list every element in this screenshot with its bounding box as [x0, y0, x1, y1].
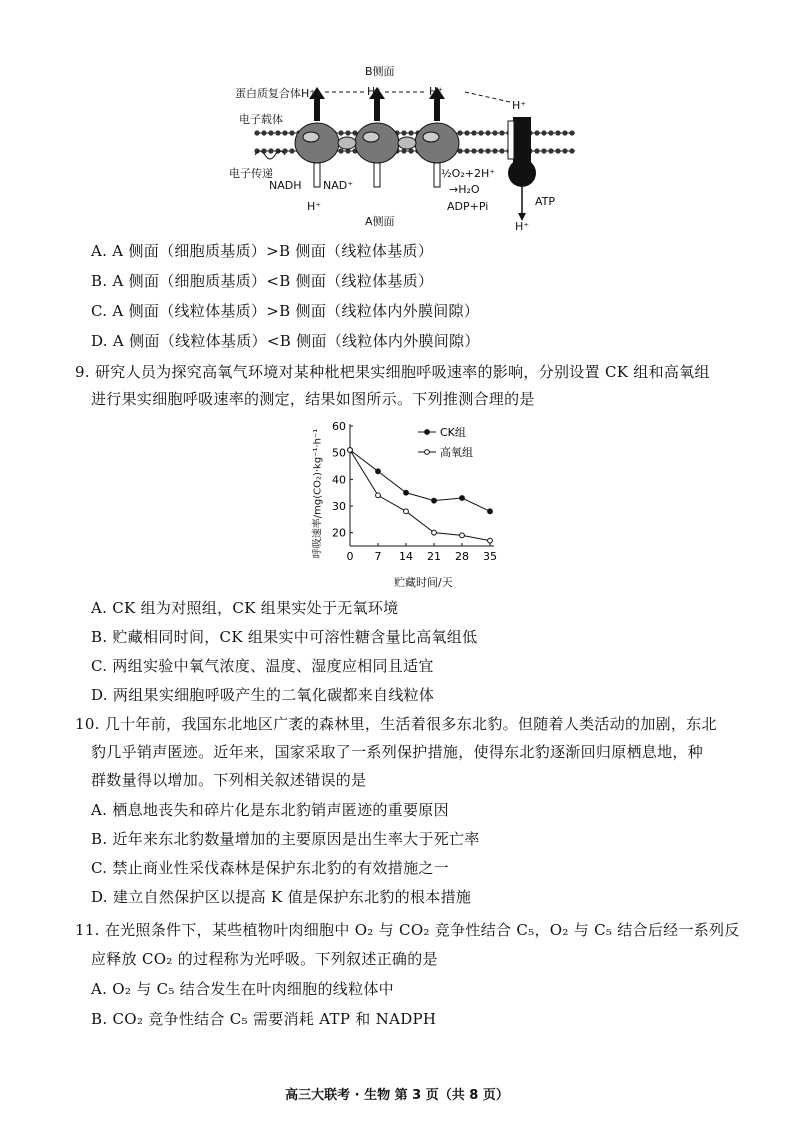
lipid-head	[478, 148, 483, 153]
y-tick-label: 50	[332, 446, 346, 460]
x-tick-label: 7	[374, 550, 382, 563]
q10-option-c: C. 禁止商业性采伐森林是保护东北豹的有效措施之一	[91, 859, 449, 877]
data-point	[404, 490, 409, 495]
lipid-head	[499, 130, 504, 135]
adp-pi-label: ADP+Pi	[447, 200, 489, 213]
lipid-head	[541, 148, 546, 153]
lipid-head	[555, 130, 560, 135]
lipid-head	[464, 130, 469, 135]
nad-label: NAD⁺	[323, 179, 354, 192]
data-point	[348, 448, 353, 453]
data-point	[432, 498, 437, 503]
data-point	[376, 469, 381, 474]
lipid-head	[534, 148, 539, 153]
lipid-head	[345, 130, 350, 135]
lipid-head	[569, 130, 574, 135]
q9-stem: 进行果实细胞呼吸速率的测定，结果如图所示。下列推测合理的是	[91, 390, 535, 408]
lipid-head	[401, 130, 406, 135]
q10-option-b: B. 近年来东北豹数量增加的主要原因是出生率大于死亡率	[91, 830, 480, 848]
q9-option-a: A. CK 组为对照组，CK 组果实处于无氧环境	[91, 599, 399, 617]
lipid-head	[338, 130, 343, 135]
q11-option-b: B. CO₂ 竞争性结合 C₅ 需要消耗 ATP 和 NADPH	[91, 1010, 437, 1028]
data-point	[404, 509, 409, 514]
data-point	[460, 533, 465, 538]
lipid-head	[492, 130, 497, 135]
lipid-head	[541, 130, 546, 135]
electron-transfer-label: 电子传递	[229, 167, 273, 180]
h-ion-label: H⁺	[307, 200, 322, 213]
lipid-head	[254, 130, 259, 135]
lipid-head	[478, 130, 483, 135]
respiration-chart	[310, 418, 510, 590]
lipid-head	[534, 130, 539, 135]
y-tick-label: 20	[332, 526, 346, 540]
q10-stem: 群数量得以增加。下列相关叙述错误的是	[91, 771, 367, 789]
series-line	[350, 450, 490, 511]
q11-stem: 11. 在光照条件下，某些植物叶肉细胞中 O₂ 与 CO₂ 竞争性结合 C₅，O₂ 与 C₅ 结合后经一系列反	[75, 921, 740, 939]
lipid-head	[338, 148, 343, 153]
lipid-head	[562, 130, 567, 135]
q9-stem: 9. 研究人员为探究高氧气环境对某种枇杷果实细胞呼吸速率的影响，分别设置 CK 组和高氧组	[75, 363, 710, 381]
lipid-head	[268, 130, 273, 135]
h-ion-label: H⁺	[512, 99, 527, 112]
lipid-head	[569, 148, 574, 153]
q8-option-b: B. A 侧面（细胞质基质）<B 侧面（线粒体基质）	[91, 272, 434, 290]
h-ion-label: H⁺	[515, 220, 530, 233]
y-tick-label: 30	[332, 500, 346, 513]
data-point	[488, 538, 493, 543]
q11-option-a: A. O₂ 与 C₅ 结合发生在叶肉细胞的线粒体中	[91, 980, 394, 998]
q8-option-a: A. A 侧面（细胞质基质）>B 侧面（线粒体基质）	[91, 242, 434, 260]
nadh-label: NADH	[269, 179, 302, 192]
lipid-head	[548, 148, 553, 153]
h-ion-label: H⁺	[429, 85, 444, 98]
lipid-head	[408, 130, 413, 135]
lipid-head	[268, 148, 273, 153]
y-axis-label: 呼吸速率/mg(CO₂)·kg⁻¹·h⁻¹	[312, 428, 324, 559]
q11-stem: 应释放 CO₂ 的过程称为光呼吸。下列叙述正确的是	[91, 950, 438, 968]
water-label: →H₂O	[449, 183, 480, 196]
membrane-diagram	[225, 55, 585, 235]
lipid-head	[485, 148, 490, 153]
electron-carrier-label: 电子载体	[239, 113, 283, 126]
membrane-figure	[225, 55, 585, 235]
lipid-head	[261, 130, 266, 135]
data-point	[488, 509, 493, 514]
protein-complex-label: 蛋白质复合体H⁺	[235, 87, 316, 100]
q10-stem: 豹几乎销声匿迹。近年来，国家采取了一系列保护措施，使得东北豹逐渐回归原栖息地，种	[91, 743, 704, 761]
q10-option-d: D. 建立自然保护区以提高 K 值是保护东北豹的根本措施	[91, 888, 472, 906]
data-point	[376, 493, 381, 498]
x-tick-label: 0	[346, 550, 354, 563]
x-tick-label: 14	[399, 550, 413, 563]
lipid-head	[485, 130, 490, 135]
h-ion-label: H⁺	[367, 85, 382, 98]
line-chart	[310, 418, 510, 590]
lipid-head	[471, 148, 476, 153]
data-point	[460, 496, 465, 501]
lipid-head	[289, 130, 294, 135]
legend-marker	[425, 450, 430, 455]
lipid-head	[471, 130, 476, 135]
lipid-head	[464, 148, 469, 153]
q9-option-b: B. 贮藏相同时间，CK 组果实中可溶性糖含量比高氧组低	[91, 628, 478, 646]
a-side-label: A侧面	[365, 215, 395, 228]
lipid-head	[562, 148, 567, 153]
lipid-head	[492, 148, 497, 153]
lipid-head	[289, 148, 294, 153]
y-tick-label: 40	[332, 473, 346, 487]
q8-option-c: C. A 侧面（线粒体基质）>B 侧面（线粒体内外膜间隙）	[91, 302, 480, 320]
data-point	[432, 530, 437, 535]
lipid-head	[555, 148, 560, 153]
lipid-head	[499, 148, 504, 153]
lipid-head	[275, 130, 280, 135]
oxygen-reaction-label: ½O₂+2H⁺	[441, 167, 496, 180]
q9-option-c: C. 两组实验中氧气浓度、温度、湿度应相同且适宜	[91, 657, 434, 675]
atp-label: ATP	[535, 195, 556, 208]
lipid-head	[282, 130, 287, 135]
q10-option-a: A. 栖息地丧失和碎片化是东北豹销声匿迹的重要原因	[91, 801, 449, 819]
q9-option-d: D. 两组果实细胞呼吸产生的二氧化碳都来自线粒体	[91, 686, 435, 704]
page-footer: 高三大联考 · 生物 第 3 页（共 8 页）	[285, 1088, 509, 1103]
q8-option-d: D. A 侧面（线粒体基质）<B 侧面（线粒体内外膜间隙）	[91, 332, 480, 350]
q10-stem: 10. 几十年前，我国东北地区广袤的森林里，生活着很多东北豹。但随着人类活动的加剧，东北	[75, 715, 717, 733]
x-tick-label: 35	[483, 550, 497, 563]
x-tick-label: 21	[427, 550, 441, 563]
lipid-head	[548, 130, 553, 135]
series-line	[350, 450, 490, 541]
legend-label: 高氧组	[440, 446, 473, 459]
x-tick-label: 28	[455, 550, 469, 563]
b-side-label: B侧面	[365, 65, 395, 78]
y-tick-label: 60	[332, 420, 346, 433]
legend-label: CK组	[440, 426, 466, 439]
legend-marker	[425, 430, 430, 435]
lipid-head	[457, 130, 462, 135]
x-axis-label: 贮藏时间/天	[394, 576, 453, 589]
